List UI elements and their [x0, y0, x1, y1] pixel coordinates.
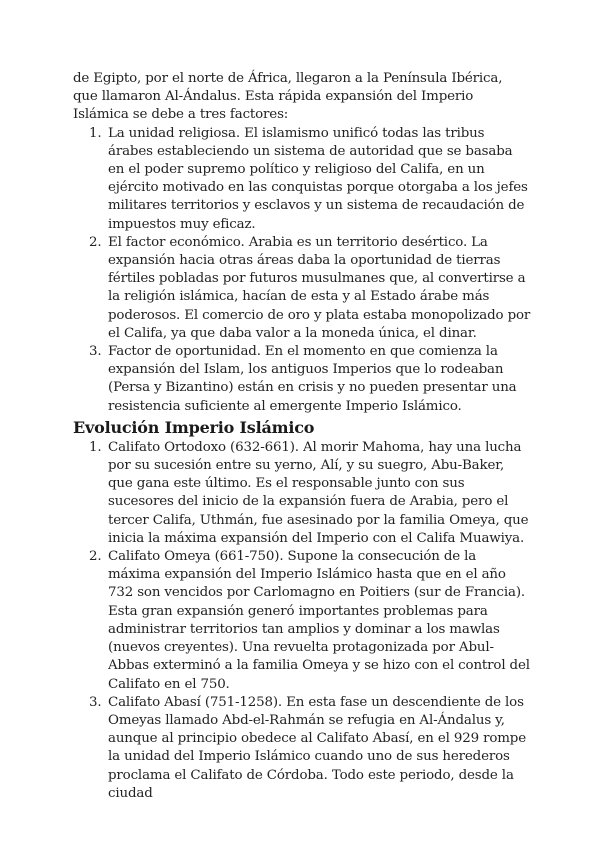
intro-paragraph: de Egipto, por el norte de África, llegaron a la Península Ibérica, que llamaron Al-Ándalus. Esta rápida expansión del Imperio Islámica se debe a tres factores: — [73, 71, 503, 123]
list-item-text: El factor económico. Arabia es un territorio desértico. La expansión hacia otras áreas daba la oportunidad de tierras fértiles pobladas por futuros musulmanes que, al convertirse a la religión islámica, hacían de esta y al Estado árabe más poderosos. El comercio de oro y plata estaba monopolizado por el Califa, ya que daba valor a la moneda única, el dinar. — [108, 234, 531, 341]
list-item — [73, 234, 531, 343]
list-item-text: Factor de oportunidad. En el momento en que comienza la expansión del Islam, los antiguos Imperios que lo rodeaban (Persa y Bizantino) están en crisis y no pueden presentar una resistencia suficiente al emergente Imperio Islámico. — [108, 344, 517, 414]
list-item-text: Califato Ortodoxo (632-661). Al morir Mahoma, hay una lucha por su sucesión entre su yerno, Alí, y su suegro, Abu-Baker, que gana este último. Es el responsable junto con sus sucesores del inicio de la expansión fuera de Arabia, pero el tercer Califa, Uthmán, fue asesinado por la familia Omeya, que inicia la máxima expansión del Imperio con el Califa Muawiya. — [108, 439, 529, 546]
list-item-number: 2. — [89, 549, 102, 565]
list-item-number: 1. — [89, 439, 102, 455]
list-item-number: 3. — [89, 694, 102, 710]
list-item — [73, 548, 531, 694]
list-item-number: 3. — [89, 344, 102, 360]
document-page — [73, 70, 531, 803]
list-item-text: Califato Omeya (661-750). Supone la consecución de la máxima expansión del Imperio Islámico hasta que en el año 732 son vencidos por Carlomagno en Poitiers (sur de Francia). Esta gran expansión generó importantes problemas para administrar territorios tan amplios y dominar a los mawlas (nuevos creyentes). Una revuelta protagonizada por Abul-Abbas exterminó a la familia Omeya y se hizo con el control del Califato en el 750. — [108, 549, 530, 692]
list-item — [73, 343, 531, 416]
list-item-number: 2. — [89, 234, 102, 250]
list-item-text: Califato Abasí (751-1258). En esta fase un descendiente de los Omeyas llamado Abd-el-Rahmán se refugia en Al-Ándalus y, aunque al principio obedece al Califato Abasí, en el 929 rompe la unidad del Imperio Islámico cuando uno de sus herederos proclama el Califato de Córdoba. Todo este periodo, desde la ciudad — [108, 694, 526, 801]
factors-list — [73, 125, 531, 416]
list-item — [73, 694, 531, 803]
list-item — [73, 125, 531, 234]
list-item-text: La unidad religiosa. El islamismo unificó todas las tribus árabes estableciendo un sistema de autoridad que se basaba en el poder supremo político y religioso del Califa, en un ejército motivado en las conquistas porque otorgaba a los jefes militares territorios y esclavos y un sistema de recaudación de impuestos muy eficaz. — [108, 125, 528, 232]
section-heading: Evolución Imperio Islámico — [73, 417, 315, 437]
list-item-number: 1. — [89, 125, 102, 141]
list-item — [73, 439, 531, 548]
evolution-list — [73, 439, 531, 803]
